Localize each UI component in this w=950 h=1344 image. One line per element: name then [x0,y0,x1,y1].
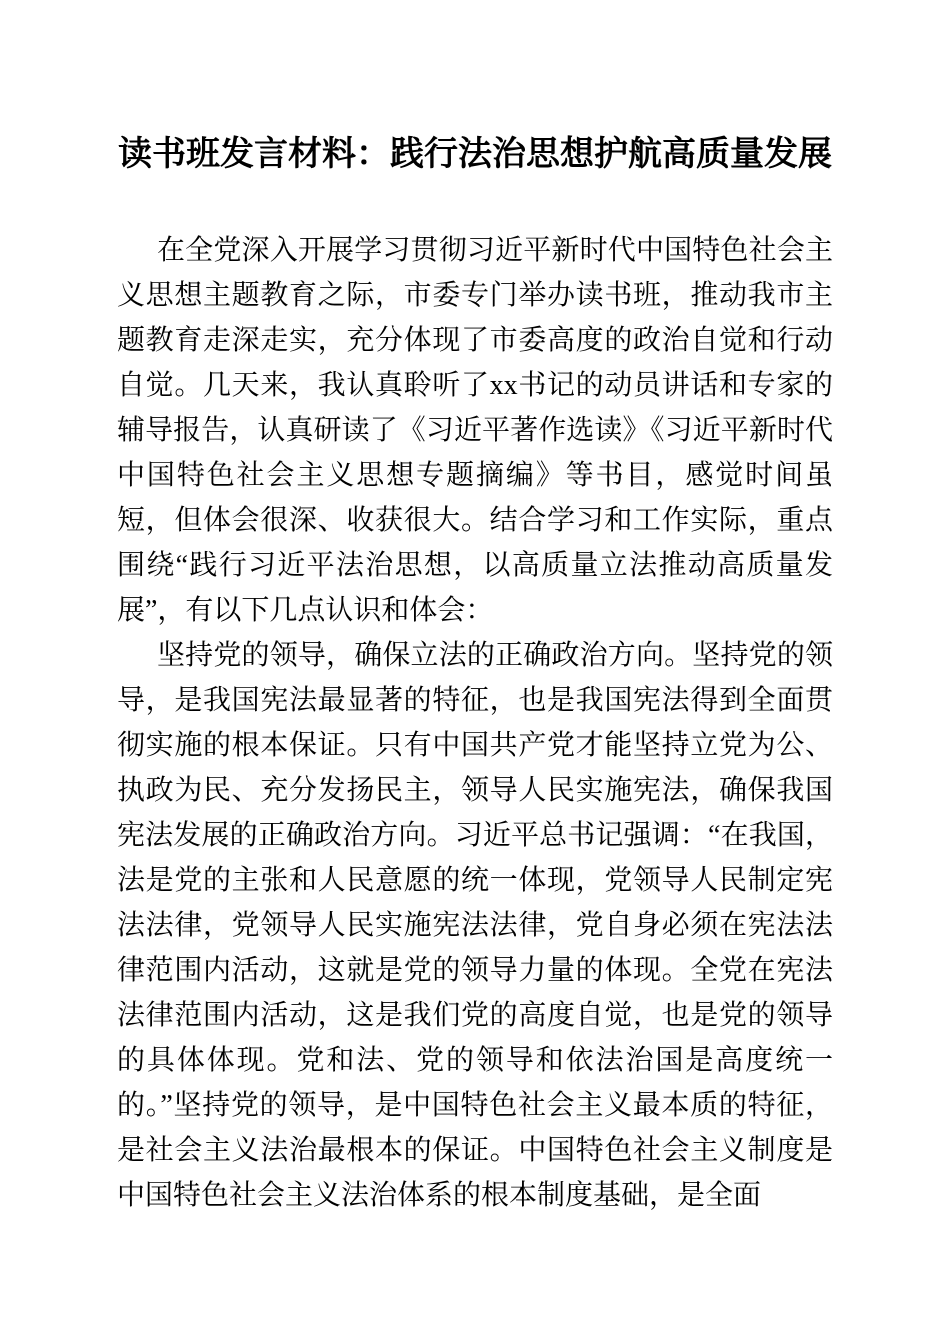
paragraph-intro: 在全党深入开展学习贯彻习近平新时代中国特色社会主义思想主题教育之际，市委专门举办读书班，推动我市主题教育走深走实，充分体现了市委高度的政治自觉和行动自觉。几天来，我认真聆听了xx书记的动员讲话和专家的辅导报告，认真研读了《习近平著作选读》《习近平新时代中国特色社会主义思想专题摘编》等书目，感觉时间虽短，但体会很深、收获很大。结合学习和工作实际，重点围绕“践行习近平法治思想，以高质量立法推动高质量发展”，有以下几点认识和体会： [117,235,833,626]
paragraph-party-leadership: 坚持党的领导，确保立法的正确政治方向。坚持党的领导，是我国宪法最显著的特征，也是我国宪法得到全面贯彻实施的根本保证。只有中国共产党才能坚持立党为公、执政为民、充分发扬民主，领导人民实施宪法，确保我国宪法发展的正确政治方向。习近平总书记强调：“在我国，法是党的主张和人民意愿的统一体现，党领导人民制定宪法法律，党领导人民实施宪法法律，党自身必须在宪法法律范围内活动，这就是党的领导力量的体现。全党在宪法法律范围内活动，这是我们党的高度自觉，也是党的领导的具体体现。党和法、党的领导和依法治国是高度统一的。”坚持党的领导，是中国特色社会主义最本质的特征，是社会主义法治最根本的保证。中国特色社会主义制度是中国特色社会主义法治体系的根本制度基础，是全面 [117,640,833,1211]
document-title: 读书班发言材料：践行法治思想护航高质量发展 [118,136,832,173]
